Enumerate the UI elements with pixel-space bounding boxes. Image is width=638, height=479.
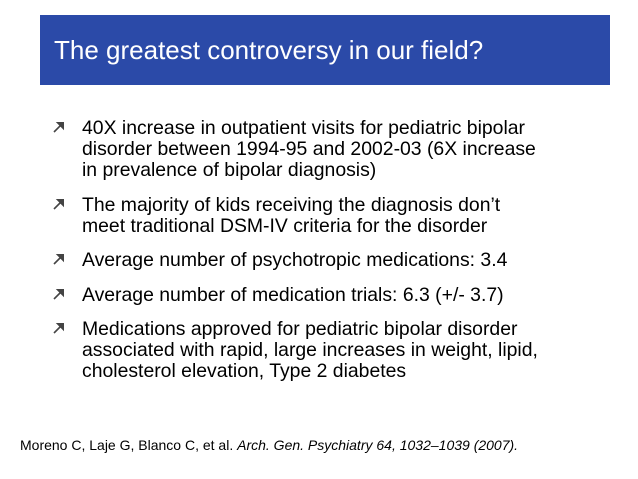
bullet-line: The majority of kids receiving the diagnosis don’t: [82, 193, 501, 216]
bullet-line: 40X increase in outpatient visits for pediatric bipolar: [82, 117, 525, 139]
bullet-line: Average number of psychotropic medications: 3.4: [82, 249, 508, 271]
arrow-up-right-icon: [52, 321, 66, 335]
bullet-line: associated with rapid, large increases in weight, lipid,: [82, 339, 538, 361]
bullet-line: disorder between 1994-95 and 2002-03 (6X increase: [82, 138, 536, 160]
arrow-up-right-icon: [52, 287, 66, 301]
citation-authors: Moreno C, Laje G, Blanco C, et al.: [20, 437, 234, 453]
citation-journal: Arch. Gen. Psychiatry 64, 1032–1039 (2007).: [237, 437, 519, 453]
arrow-up-right-icon: [52, 197, 66, 211]
bullet-line: in prevalence of bipolar diagnosis): [82, 159, 377, 181]
bullet-line: Medications approved for pediatric bipolar disorder: [82, 318, 518, 340]
arrow-up-right-icon: [52, 252, 66, 266]
bullet-text: [82, 118, 622, 181]
bullet-item: [52, 118, 622, 181]
bullet-item: [52, 285, 622, 306]
bullet-line: cholesterol elevation, Type 2 diabetes: [82, 360, 407, 382]
bullet-text: [82, 319, 622, 382]
bullet-item: [52, 250, 622, 271]
bullet-line: Average number of medication trials: 6.3 (+/- 3.7): [82, 283, 504, 306]
bullet-line: meet traditional DSM-IV criteria for the disorder: [82, 214, 488, 237]
title-bar: [40, 15, 610, 85]
arrow-up-right-icon: [52, 120, 66, 134]
bullet-text: [82, 250, 622, 271]
bullet-text: [82, 285, 622, 306]
slide-title: The greatest controversy in our field?: [54, 35, 484, 65]
bullet-item: [52, 195, 622, 237]
citation: [20, 436, 518, 454]
bullet-list: [52, 118, 622, 396]
bullet-text: [82, 195, 622, 237]
bullet-item: [52, 319, 622, 382]
